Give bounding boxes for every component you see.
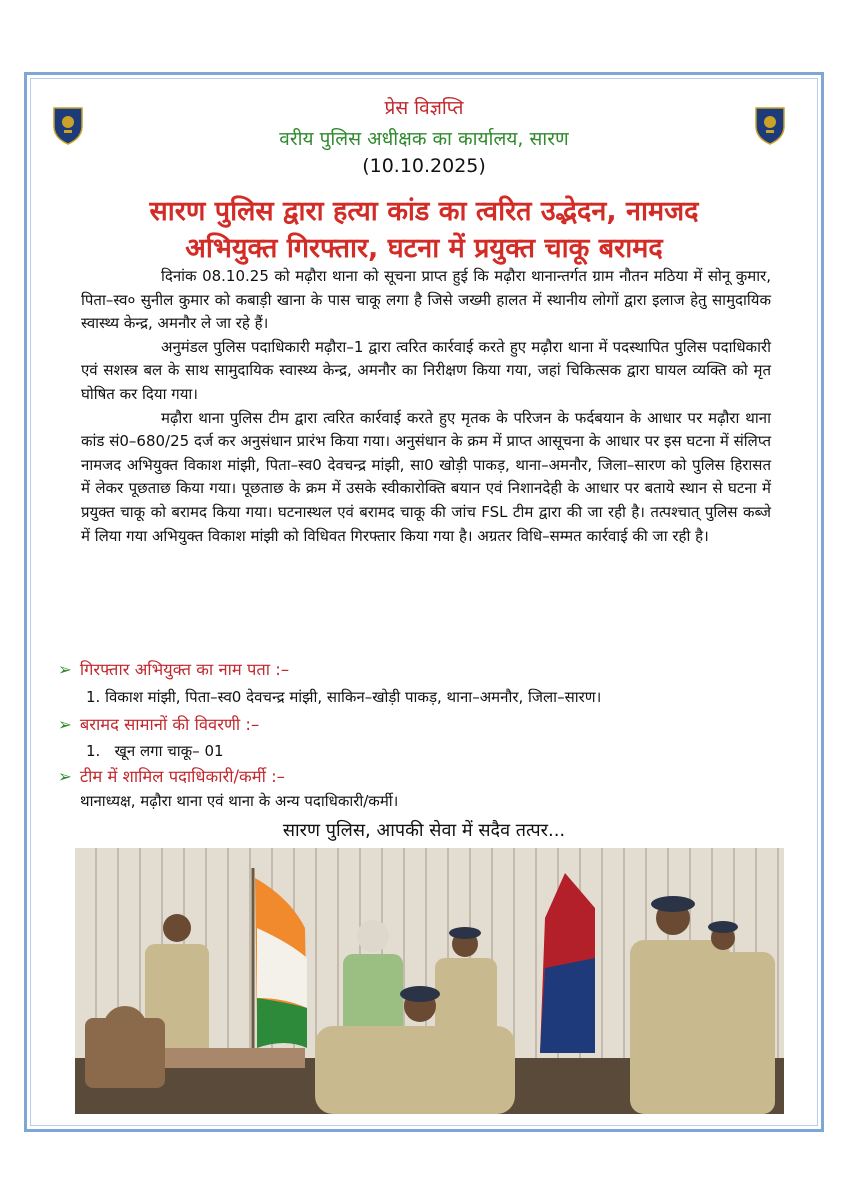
body-text bbox=[81, 265, 771, 548]
section-arrested-item: 1. विकाश मांझी, पिता–स्व0 देवचन्द्र मांझी, साकिन–खोड़ी पाकड़, थाना–अमनौर, जिला–सारण। bbox=[86, 688, 602, 706]
section-arrested-title: ➢ गिरफ्तार अभियुक्त का नाम पता :– bbox=[58, 660, 290, 679]
section-recovered-item: 1. खून लगा चाकू– 01 bbox=[86, 742, 224, 760]
arrow-icon: ➢ bbox=[58, 660, 72, 679]
press-release-title: प्रेस विज्ञप्ति bbox=[384, 97, 464, 119]
headline bbox=[0, 193, 848, 267]
arrow-icon: ➢ bbox=[58, 767, 72, 786]
headline-line-2: अभियुक्त गिरफ्तार, घटना में प्रयुक्त चाकू बरामद bbox=[185, 233, 663, 264]
police-team-photo bbox=[75, 848, 784, 1114]
headline-line-1: सारण पुलिस द्वारा हत्या कांड का त्वरित उद्भेदन, नामजद bbox=[149, 196, 699, 227]
section-recovered-title: ➢ बरामद सामानों की विवरणी :– bbox=[58, 715, 260, 734]
tagline: सारण पुलिस, आपकी सेवा में सदैव तत्पर... bbox=[282, 820, 566, 841]
arrow-icon: ➢ bbox=[58, 715, 72, 734]
paragraph-1: दिनांक 08.10.25 को मढ़ौरा थाना को सूचना प्राप्त हुई कि मढ़ौरा थानान्तर्गत ग्राम नौतन मठिया में सोनू कुमार, पिता–स्व० सुनील कुमार को कबाड़ी खाना के पास चाकू लगा है जिसे जख्मी हालत में स्थानीय लोगों द्वारा इलाज हेतु सामुदायिक स्वास्थ्य केन्द्र, अमनौर ले जा रहे हैं। bbox=[81, 267, 771, 333]
paragraph-3: मढ़ौरा थाना पुलिस टीम द्वारा त्वरित कार्रवाई करते हुए मृतक के परिजन के फर्दबयान के आधार पर मढ़ौरा थाना कांड सं0–680/25 दर्ज कर अनुसंधान प्रारंभ किया गया। अनुसंधान के क्रम में प्राप्त आसूचना के आधार पर इस घटना में संलिप्त नामजद अभियुक्त विकाश मांझी, पिता–स्व0 देवचन्द्र मांझी, सा0 खोड़ी पाकड़, थाना–अमनौर, जिला–सारण को पुलिस हिरासत में लेकर पूछताछ किया गया। पूछताछ के क्रम में उसके स्वीकारोक्ति बयान एवं निशानदेही के आधार पर बताये स्थान से घटना में प्रयुक्त चाकू को बरामद किया गया। घटनास्थल एवं बरामद चाकू की जांच FSL टीम द्वारा की जा रही है। तत्पश्चात् पुलिस कब्जे में लिया गया अभियुक्त विकाश मांझी को विधिवत गिरफ्तार किया गया है। अग्रतर विधि–सम्मत कार्रवाई की जा रही है। bbox=[81, 408, 771, 545]
release-date: (10.10.2025) bbox=[362, 155, 486, 177]
paragraph-2: अनुमंडल पुलिस पदाधिकारी मढ़ौरा–1 द्वारा त्वरित कार्रवाई करते हुए मढ़ौरा थाना में पदस्थापित पुलिस पदाधिकारी एवं सशस्त्र बल के साथ सामुदायिक स्वास्थ्य केन्द्र, अमनौर का निरीक्षण किया गया, जहां चिकित्सक द्वारा घायल व्यक्ति को मृत घोषित कर दिया गया। bbox=[81, 337, 771, 403]
section-team-title: ➢ टीम में शामिल पदाधिकारी/कर्मी :– bbox=[58, 767, 285, 786]
section-team-item: थानाध्यक्ष, मढ़ौरा थाना एवं थाना के अन्य पदाधिकारी/कर्मी। bbox=[80, 792, 399, 810]
office-name: वरीय पुलिस अधीक्षक का कार्यालय, सारण bbox=[279, 128, 569, 150]
